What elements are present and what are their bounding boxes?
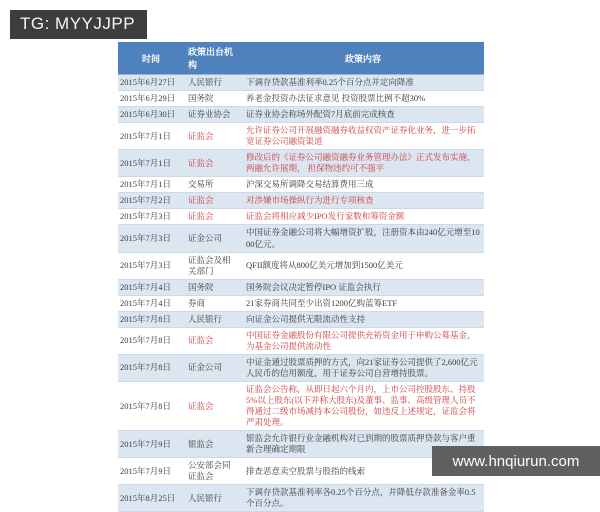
table-row [118,354,484,381]
cell-org: 证监会 [184,123,242,150]
cell-date: 2015年7月4日 [118,295,184,311]
table-row [118,327,484,354]
cell-org: 证监会 [184,193,242,209]
policy-table-container [118,42,484,512]
table-row [118,458,484,485]
table-row [118,311,484,327]
cell-content: QFII额度将从800亿美元增加到1500亿美元 [242,252,484,279]
table-row [118,225,484,252]
cell-date: 2015年7月2日 [118,193,184,209]
cell-content: 下调存贷款基准利率0.25个百分点并定向降准 [242,75,484,91]
column-header-time: 时间 [118,42,184,75]
cell-org: 证金公司 [184,354,242,381]
cell-org: 交易所 [184,177,242,193]
table-row [118,91,484,107]
telegram-badge [10,10,147,39]
cell-content: 养老金投资办法征求意见 投资股票比例不超30% [242,91,484,107]
cell-date: 2015年7月1日 [118,177,184,193]
table-row [118,177,484,193]
cell-org: 证券业协会 [184,107,242,123]
cell-date: 2015年7月8日 [118,354,184,381]
policy-table-body [118,75,484,512]
cell-org: 国务院 [184,91,242,107]
cell-content: 中国证券金融股份有限公司提供充裕资金用于申购公募基金，为基金公司提供流动性 [242,327,484,354]
cell-content: 21家券商共同至少出资1200亿购蓝筹ETF [242,295,484,311]
table-row [118,193,484,209]
table-row [118,123,484,150]
cell-date: 2015年7月1日 [118,123,184,150]
cell-org: 人民银行 [184,311,242,327]
cell-content: 国务院会议决定暂停IPO 证监会执行 [242,279,484,295]
cell-date: 2015年6月29日 [118,91,184,107]
cell-content: 修改后的《证券公司融资融券业务管理办法》正式发布实施，两融允许展期， 担保物违约可不强平 [242,150,484,177]
cell-date: 2015年7月9日 [118,458,184,485]
table-row [118,209,484,225]
column-header-content: 政策内容 [242,42,484,75]
cell-org: 证监会 [184,381,242,430]
cell-content: 银监会允许银行业金融机构对已到期的股票质押贷款与客户重新合理确定期限 [242,431,484,458]
cell-org: 证金公司 [184,225,242,252]
cell-content: 中国证券金融公司将大幅增资扩股，注册资本由240亿元增至1000亿元。 [242,225,484,252]
cell-content: 排查恶意卖空股票与股指的线索 [242,458,484,485]
cell-content: 对涉嫌市场操纵行为进行专项核查 [242,193,484,209]
cell-date: 2015年6月30日 [118,107,184,123]
cell-org: 人民银行 [184,75,242,91]
cell-content: 中证金通过股票质押的方式，向21家证券公司提供了2,600亿元人民币的信用额度，用于证券公司自营增持股票。 [242,354,484,381]
cell-content: 允许证券公司开展融资融券收益权资产证券化业务，进一步拓宽证券公司融资渠道 [242,123,484,150]
watermark-badge [432,446,600,476]
table-row [118,107,484,123]
table-header-row [118,42,484,75]
cell-date: 2015年7月9日 [118,431,184,458]
cell-org: 证监会及相关部门 [184,252,242,279]
watermark-label: www.hnqiurun.com [452,452,580,470]
cell-date: 2015年7月8日 [118,311,184,327]
cell-date: 2015年7月3日 [118,209,184,225]
table-row [118,485,484,512]
cell-date: 2015年7月4日 [118,279,184,295]
cell-org: 券商 [184,295,242,311]
cell-org: 证监会 [184,150,242,177]
cell-content: 下调存贷款基准利率各0.25个百分点，并降低存款准备金率0.5个百分点。 [242,485,484,512]
column-header-institution: 政策出台机构 [184,42,242,75]
cell-date: 2015年7月3日 [118,225,184,252]
table-row [118,252,484,279]
cell-date: 2015年6月27日 [118,75,184,91]
cell-content: 向证金公司提供无限流动性支持 [242,311,484,327]
cell-org: 国务院 [184,279,242,295]
telegram-badge-label: TG: MYYJJPP [20,14,136,33]
table-row [118,75,484,91]
cell-org: 公安部会同证监会 [184,458,242,485]
table-row [118,431,484,458]
table-row [118,381,484,430]
cell-content: 证券业协会称场外配资7月底前完成核查 [242,107,484,123]
cell-date: 2015年7月1日 [118,150,184,177]
cell-org: 人民银行 [184,485,242,512]
table-row [118,295,484,311]
cell-org: 银监会 [184,431,242,458]
cell-date: 2015年7月8日 [118,381,184,430]
cell-date: 2015年7月3日 [118,252,184,279]
cell-content: 证监会公告称，从即日起六个月内，上市公司控股股东、持股5%以上股东(以下并称大股东)及董事、监事、高级管理人员不得通过二级市场减持本公司股份，如违反上述规定，证监会将严肃处理。 [242,381,484,430]
cell-date: 2015年8月25日 [118,485,184,512]
table-row [118,279,484,295]
cell-org: 证监会 [184,209,242,225]
cell-content: 沪深交易所调降交易结算费用三成 [242,177,484,193]
cell-date: 2015年7月8日 [118,327,184,354]
table-row [118,150,484,177]
policy-table [118,42,484,512]
cell-org: 证监会 [184,327,242,354]
cell-content: 证监会将相应减少IPO发行家数和筹资金额 [242,209,484,225]
